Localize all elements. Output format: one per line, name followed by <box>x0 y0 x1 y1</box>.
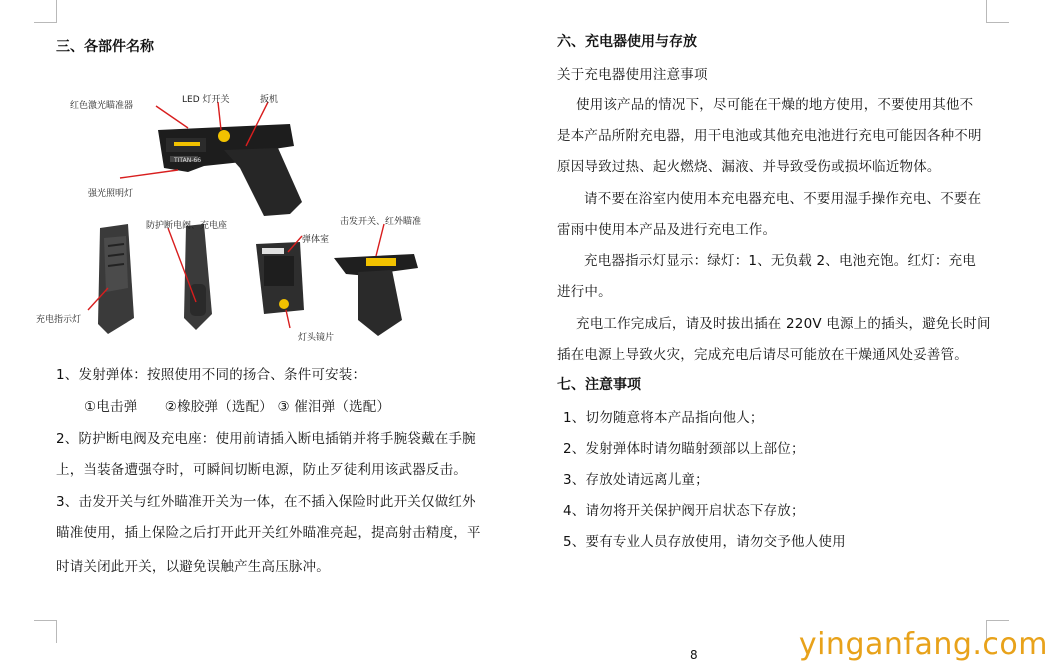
stun-gun-main-image <box>158 124 302 216</box>
label-fire-switch: 击发开关、红外瞄准 <box>340 217 422 227</box>
left-line-7: 时请关闭此开关，以避免误触产生高压脉冲。 <box>56 559 330 575</box>
right-line-4: 原因导致过热、起火燃烧、漏液、并导致受伤或损坏临近物体。 <box>557 159 941 175</box>
parts-figure <box>28 88 498 353</box>
right-line-3: 是本产品所附充电器，用干电池或其他充电池进行充电可能因各种不明 <box>557 128 982 144</box>
label-lamp-lens: 灯头镜片 <box>298 333 335 343</box>
right-line-7: 充电器指示灯显示：绿灯：1、无负载 2、电池充饱。红灯：充电 <box>584 253 976 269</box>
right-line-9: 充电工作完成后，请及时拔出插在 220V 电源上的插头，避免长时间 <box>576 316 991 332</box>
crop-mark-top-left <box>34 0 57 23</box>
label-charge-indicator: 充电指示灯 <box>36 315 82 325</box>
note-item-1: 1、切勿随意将本产品指向他人； <box>563 410 764 426</box>
left-line-4: 上，当装备遭强夺时，可瞬间切断电源，防止歹徒利用该武器反击。 <box>56 462 467 478</box>
right-line-6: 雷雨中使用本产品及进行充电工作。 <box>557 222 777 238</box>
right-line-10: 插在电源上导致火灾，完成充电后请尽可能放在干燥通风处妥善管。 <box>557 347 968 363</box>
left-line-6: 瞄准使用，插上保险之后打开此开关红外瞄准亮起，提高射击精度，平 <box>56 525 481 541</box>
note-item-2: 2、发射弹体时请勿瞄射颈部以上部位； <box>563 441 805 457</box>
watermark-text: yinganfang.com <box>798 627 1048 662</box>
label-safety: 防护断电阀、充电座 <box>146 221 228 231</box>
stun-gun-small-image <box>334 254 418 336</box>
front-view-image <box>256 242 304 314</box>
right-line-5: 请不要在浴室内使用本充电器充电、不要用湿手操作充电、不要在 <box>584 191 982 207</box>
label-trigger: 扳机 <box>260 95 279 105</box>
section-title-notes: 七、注意事项 <box>557 377 641 393</box>
left-line-1: 1、发射弹体：按照使用不同的扬合、条件可安装： <box>56 367 367 383</box>
right-line-1: 关于充电器使用注意事项 <box>557 67 708 83</box>
left-line-5: 3、击发开关与红外瞄准开关为一体，在不插入保险时此开关仅做红外 <box>56 494 476 510</box>
page-number: 8 <box>690 648 698 662</box>
left-line-3: 2、防护断电阀及充电座：使用前请插入断电插销并将手腕袋戴在手腕 <box>56 431 476 447</box>
note-item-3: 3、存放处请远离儿童； <box>563 472 709 488</box>
section-title-charger: 六、充电器使用与存放 <box>557 34 697 50</box>
crop-mark-top-right <box>986 0 1009 23</box>
handle-back-image <box>184 224 212 330</box>
note-item-4: 4、请勿将开关保护阀开启状态下存放； <box>563 503 805 519</box>
label-led-switch: LED 灯开关 <box>182 95 230 105</box>
parts-illustration <box>28 88 498 353</box>
right-line-8: 进行中。 <box>557 284 612 300</box>
left-line-2: ①电击弹 ②橡胶弹（选配） ③ 催泪弹（选配） <box>84 399 391 415</box>
handle-side-image <box>98 224 134 334</box>
crop-mark-bottom-left <box>34 620 57 643</box>
right-line-2: 使用该产品的情况下，尽可能在干燥的地方使用，不要使用其他不 <box>576 97 974 113</box>
body-mark-text: TITAN-66 <box>174 157 202 164</box>
note-item-5: 5、要有专业人员存放使用，请勿交予他人使用 <box>563 534 846 550</box>
label-cartridge-bay: 弹体室 <box>302 235 330 245</box>
section-title-parts: 三、各部件名称 <box>56 39 154 55</box>
label-flashlight: 强光照明灯 <box>88 189 134 199</box>
label-laser: 红色激光瞄准器 <box>70 101 134 111</box>
